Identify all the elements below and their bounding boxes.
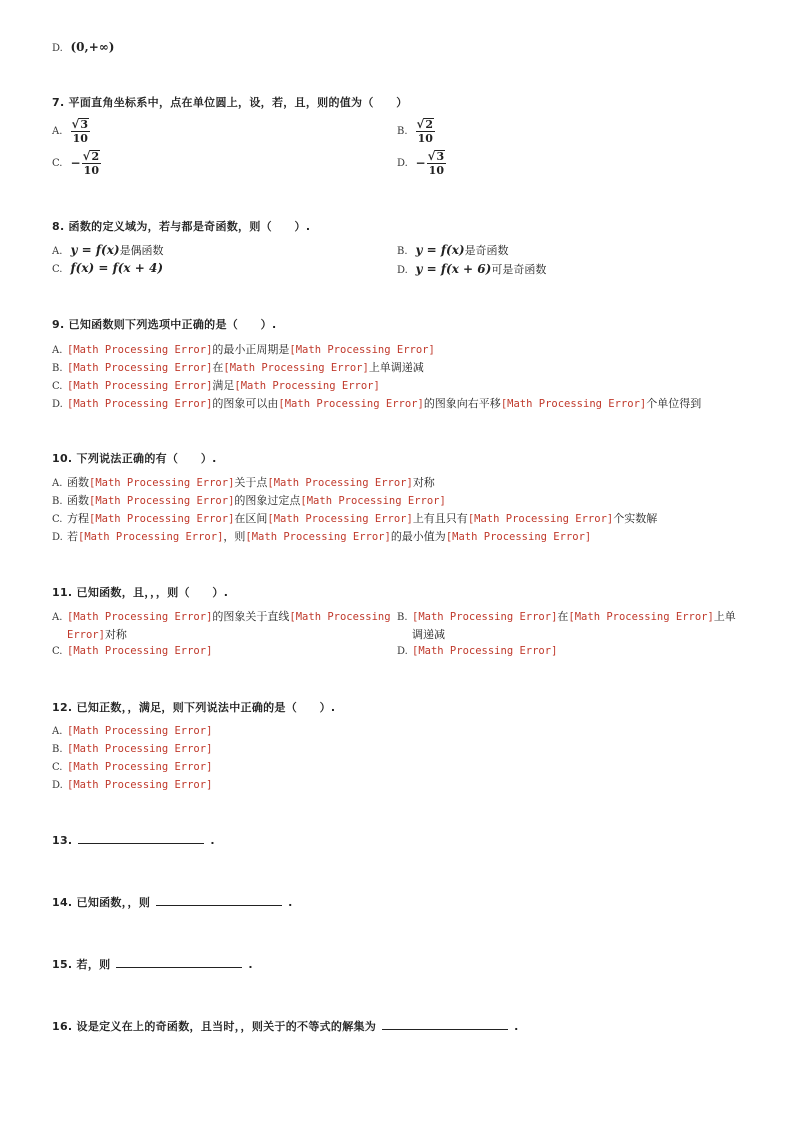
math-error: [Math Processing Error] bbox=[67, 344, 213, 356]
answer-blank[interactable] bbox=[156, 895, 282, 906]
math-error: [Math Processing Error] bbox=[245, 531, 391, 543]
option-d bbox=[397, 644, 557, 657]
math-error: [Math Processing Error] bbox=[412, 611, 558, 623]
fraction: √ 2 10 bbox=[82, 149, 100, 177]
option-label: C. bbox=[52, 264, 63, 275]
option-label: B. bbox=[397, 246, 408, 257]
fraction: √ 3 10 bbox=[427, 149, 445, 177]
option-b: B. [Math Processing Error]在[Math Processing Error]上单调递减 bbox=[52, 361, 424, 374]
option-label: C. bbox=[52, 381, 63, 392]
answer-blank[interactable] bbox=[382, 1019, 508, 1030]
option-label: A. bbox=[52, 612, 63, 623]
option-d: D. [Math Processing Error]的图象可以由[Math Processing Error]的图象向右平移[Math Processing Error]个单位得到 bbox=[52, 397, 702, 410]
fraction: √ 2 10 bbox=[416, 117, 434, 145]
answer-blank[interactable] bbox=[116, 957, 242, 968]
math-error: [Math Processing Error] bbox=[234, 380, 380, 392]
option-label: D. bbox=[52, 43, 63, 54]
option-b-continuation: 调递减 bbox=[412, 628, 445, 641]
fraction: √ 3 10 bbox=[71, 117, 89, 145]
question-15: 15. 若，则 . bbox=[52, 958, 253, 971]
option-d: D. y = f(x + 6)可是奇函数 bbox=[397, 262, 547, 276]
question-11-title: 11. 已知函数，且，，，则（ ）. bbox=[52, 586, 229, 599]
option-c: C. 方程[Math Processing Error]在区间[Math Processing Error]上有且只有[Math Processing Error]个实数解 bbox=[52, 512, 658, 525]
math-error: Error] bbox=[67, 629, 105, 641]
option-d bbox=[52, 778, 212, 791]
option-label: C. bbox=[52, 514, 63, 525]
math-error: [Math Processing Error] bbox=[78, 531, 224, 543]
math-error: [Math Processing Error] bbox=[267, 513, 413, 525]
math-error: [Math Processing Error] bbox=[67, 611, 213, 623]
math-error: [Math Processing Error] bbox=[67, 645, 213, 657]
option-label: A. bbox=[52, 478, 63, 489]
option-a: A. [Math Processing Error]的图象关于直线[Math Processing bbox=[52, 610, 391, 623]
math-error: [Math Processing Error] bbox=[278, 398, 424, 410]
math-expression: y = f(x) bbox=[415, 243, 465, 257]
option-d bbox=[52, 40, 114, 54]
question-16: 16. 设是定义在上的奇函数，且当时，，则关于的不等式的解集为 . bbox=[52, 1020, 519, 1033]
math-error: [Math Processing Error] bbox=[267, 477, 413, 489]
option-label: D. bbox=[52, 399, 63, 410]
math-error: [Math Processing Error] bbox=[289, 344, 435, 356]
math-error: [Math Processing Error] bbox=[67, 398, 213, 410]
option-label: B. bbox=[397, 612, 408, 623]
option-a: A. 函数[Math Processing Error]关于点[Math Processing Error]对称 bbox=[52, 476, 435, 489]
question-9-title: 9. 已知函数则下列选项中正确的是（ ）. bbox=[52, 318, 277, 331]
option-label: A. bbox=[52, 246, 63, 257]
math-error: [Math Processing Error] bbox=[412, 645, 558, 657]
option-a bbox=[52, 118, 90, 144]
math-error: [Math Processing Error] bbox=[67, 779, 213, 791]
math-error: [Math Processing Error] bbox=[67, 743, 213, 755]
math-error: [Math Processing Error] bbox=[67, 725, 213, 737]
math-expression: (0,+∞) bbox=[70, 40, 115, 54]
math-expression: y = f(x + 6) bbox=[415, 262, 492, 276]
math-expression: f(x) = f(x + 4) bbox=[70, 261, 164, 275]
option-b: B. y = f(x)是奇函数 bbox=[397, 243, 509, 257]
option-label: C. bbox=[52, 646, 63, 657]
option-c: C. − √ 2 10 bbox=[52, 149, 100, 177]
math-error: [Math Processing Error] bbox=[467, 513, 614, 525]
option-label: D. bbox=[397, 646, 408, 657]
option-label: D. bbox=[52, 532, 63, 543]
option-a: A. y = f(x)是偶函数 bbox=[52, 243, 164, 257]
option-d: D. − √ 3 10 bbox=[397, 149, 445, 177]
option-b: B. [Math Processing Error]在[Math Processing Error]上单 bbox=[397, 610, 736, 623]
math-error: [Math Processing Error] bbox=[67, 380, 213, 392]
option-c bbox=[52, 644, 212, 657]
option-a: A. [Math Processing Error]的最小正周期是[Math Processing Error] bbox=[52, 343, 435, 356]
option-d: D. 若[Math Processing Error]，则[Math Processing Error]的最小值为[Math Processing Error] bbox=[52, 530, 592, 543]
question-13: 13. . bbox=[52, 834, 215, 847]
option-a bbox=[52, 724, 212, 737]
question-8-title: 8. 函数的定义域为，若与都是奇函数，则（ ）. bbox=[52, 220, 311, 233]
math-error: [Math Processing bbox=[289, 611, 391, 623]
option-label: C. bbox=[52, 762, 63, 773]
math-error: [Math Processing Error] bbox=[568, 611, 714, 623]
question-10-title: 10. 下列说法正确的有（ ）. bbox=[52, 452, 217, 465]
math-error: [Math Processing Error] bbox=[89, 477, 235, 489]
math-error: [Math Processing Error] bbox=[300, 495, 446, 507]
math-error: [Math Processing Error] bbox=[223, 362, 369, 374]
math-error: [Math Processing Error] bbox=[445, 531, 592, 543]
option-label: A. bbox=[52, 726, 63, 737]
option-label: A. bbox=[52, 345, 63, 356]
option-b: B. 函数[Math Processing Error]的图象过定点[Math Processing Error] bbox=[52, 494, 446, 507]
option-b bbox=[397, 118, 435, 144]
answer-blank[interactable] bbox=[78, 833, 204, 844]
option-label: B. bbox=[397, 126, 408, 137]
math-error: [Math Processing Error] bbox=[500, 398, 647, 410]
question-14: 14. 已知函数，，则 . bbox=[52, 896, 293, 909]
option-label: D. bbox=[397, 265, 408, 276]
option-c: C. [Math Processing Error]满足[Math Processing Error] bbox=[52, 379, 380, 392]
option-label: C. bbox=[52, 158, 63, 169]
math-error: [Math Processing Error] bbox=[89, 513, 235, 525]
question-12-title: 12. 已知正数，，满足，则下列说法中正确的是（ ）. bbox=[52, 701, 336, 714]
option-c bbox=[52, 760, 212, 773]
math-error: [Math Processing Error] bbox=[67, 362, 213, 374]
option-label: B. bbox=[52, 363, 63, 374]
option-label: D. bbox=[52, 780, 63, 791]
option-b bbox=[52, 742, 212, 755]
math-error: [Math Processing Error] bbox=[67, 761, 213, 773]
option-a-continuation: Error]对称 bbox=[67, 628, 127, 641]
option-label: B. bbox=[52, 744, 63, 755]
math-expression: y = f(x) bbox=[70, 243, 120, 257]
option-label: D. bbox=[397, 158, 408, 169]
option-label: A. bbox=[52, 126, 63, 137]
math-error: [Math Processing Error] bbox=[89, 495, 235, 507]
question-7-title: 7. 平面直角坐标系中，点在单位圆上，设，若，且，则的值为（ ） bbox=[52, 96, 408, 109]
option-c bbox=[52, 261, 163, 275]
option-label: B. bbox=[52, 496, 63, 507]
